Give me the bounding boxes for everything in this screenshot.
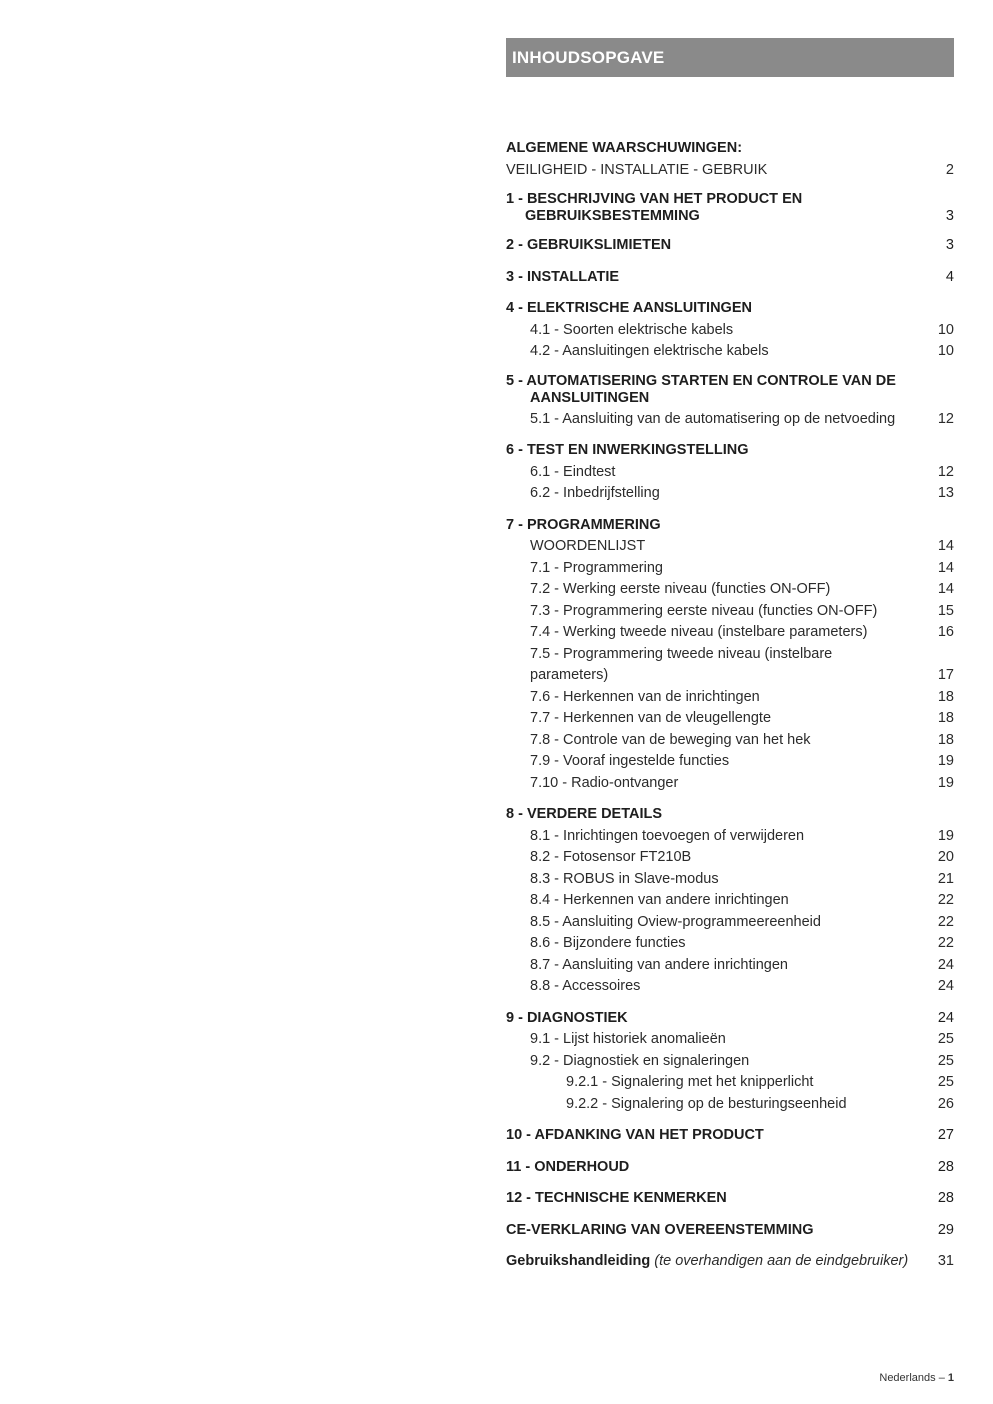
toc-heading[interactable]: Gebruikshandleiding (te overhandigen aan de eindgebruiker) 31 [506,1251,954,1273]
toc-entry[interactable]: WOORDENLIJST 14 [530,538,954,554]
toc-entry[interactable]: 7.9 - Vooraf ingestelde functies 19 [530,753,954,769]
toc-subentry[interactable]: 9.2.2 - Signalering op de besturingseenheid 26 [566,1095,954,1112]
toc-heading[interactable]: 4 - ELEKTRISCHE AANSLUITINGEN [506,300,752,316]
toc-section-6 [506,440,954,505]
toc-entry[interactable]: 8.5 - Aansluiting Oview-programmeereenheid 22 [530,913,954,930]
toc-heading[interactable]: 6 - TEST EN INWERKINGSTELLING [506,442,749,458]
toc-page-number: 3 [945,237,954,253]
toc-entry[interactable]: 8.6 - Bijzondere functies 22 [530,935,954,951]
toc-heading[interactable]: 12 - TECHNISCHE KENMERKEN 28 [506,1188,954,1210]
toc-section-ce [506,1220,954,1242]
toc-section-5 [506,373,954,431]
toc-entry[interactable]: 8.4 - Herkennen van andere inrichtingen 22 [530,892,954,908]
toc-entry[interactable]: 6.1 - Eindtest 12 [530,463,954,480]
toc-entry[interactable]: 5.1 - Aansluiting van de automatisering op de netvoeding 12 [530,410,954,427]
toc-entry[interactable]: 7.2 - Werking eerste niveau (functies ON-OFF) 14 [530,581,954,597]
toc-page-number: 4 [945,268,954,285]
toc-entry[interactable]: 9.2 - Diagnostiek en signaleringen 25 [530,1052,954,1069]
toc-heading[interactable]: 2 - GEBRUIKSLIMIETEN 3 [506,235,954,257]
toc-heading[interactable]: 1 - BESCHRIJVING VAN HET PRODUCT EN GEBRUIKSBESTEMMING 3 [506,191,954,224]
toc-section-7 [506,515,954,795]
toc-section-2 [506,235,954,257]
footer-page-number: 1 [947,1372,954,1384]
toc-page-number: 2 [945,161,954,178]
page-title: INHOUDSOPGAVE [512,47,665,67]
footer-language: Nederlands – [879,1372,945,1384]
toc-entry[interactable]: 8.8 - Accessoires 24 [530,978,954,994]
toc-entry[interactable]: 6.2 - Inbedrijfstelling 13 [530,485,954,501]
toc-entry[interactable]: 7.5 - Programmering tweede niveau (instelbare parameters) 17 [530,645,954,683]
toc-page-number: 28 [937,1158,954,1175]
toc-section-9 [506,1008,954,1116]
toc-entry[interactable]: 7.3 - Programmering eerste niveau (functies ON-OFF) 15 [530,602,954,619]
toc-entry[interactable]: 9.1 - Lijst historiek anomalieën 25 [530,1031,954,1047]
header-bar [506,38,954,77]
toc-entry[interactable]: 7.8 - Controle van de beweging van het hek 18 [530,731,954,748]
toc-section-10 [506,1125,954,1147]
toc-entry[interactable]: 7.1 - Programmering 14 [530,559,954,576]
toc-entry[interactable] [506,160,954,182]
toc-heading[interactable]: 10 - AFDANKING VAN HET PRODUCT 27 [506,1125,954,1147]
page-footer [879,1372,954,1384]
toc-entry[interactable]: 8.1 - Inrichtingen toevoegen of verwijderen 19 [530,827,954,844]
toc-subentry[interactable]: 9.2.1 - Signalering met het knipperlicht 25 [566,1074,954,1090]
toc-heading[interactable]: 8 - VERDERE DETAILS [506,806,663,822]
toc-heading[interactable]: 11 - ONDERHOUD 28 [506,1157,954,1179]
toc-entry-label: VEILIGHEID - INSTALLATIE - GEBRUIK [506,161,768,178]
toc-section-1 [506,191,954,225]
toc-entry[interactable]: 8.7 - Aansluiting van andere inrichtingen 24 [530,956,954,973]
toc-entry[interactable]: 7.6 - Herkennen van de inrichtingen 18 [530,688,954,705]
toc-page-number: 27 [937,1127,954,1143]
toc-entry[interactable]: 4.2 - Aansluitingen elektrische kabels 10 [530,343,954,359]
toc-heading[interactable]: CE-VERKLARING VAN OVEREENSTEMMING 29 [506,1220,954,1242]
toc-heading[interactable]: 3 - INSTALLATIE 4 [506,267,954,289]
toc-page-number: 24 [937,1009,954,1026]
toc-page-number: 31 [937,1253,954,1269]
toc-page-number: 3 [945,208,954,224]
table-of-contents [506,138,954,1283]
toc-entry[interactable]: 4.1 - Soorten elektrische kabels 10 [530,321,954,338]
toc-entry[interactable]: 7.4 - Werking tweede niveau (instelbare parameters) 16 [530,624,954,640]
toc-heading: ALGEMENE WAARSCHUWINGEN: [506,140,743,156]
toc-section-12 [506,1188,954,1210]
toc-page-number: 28 [937,1190,954,1206]
toc-section-3 [506,267,954,289]
toc-heading[interactable]: 9 - DIAGNOSTIEK 24 [506,1008,954,1030]
toc-page-number: 29 [937,1221,954,1238]
toc-heading[interactable]: 7 - PROGRAMMERING [506,516,661,533]
toc-section-11 [506,1157,954,1179]
toc-section-general [506,138,954,181]
toc-section-8 [506,804,954,998]
toc-entry[interactable]: 8.3 - ROBUS in Slave-modus 21 [530,870,954,887]
toc-section-manual [506,1251,954,1273]
toc-heading[interactable]: 5 - AUTOMATISERING STARTEN EN CONTROLE VAN DE AANSLUITINGEN [506,372,896,406]
toc-entry[interactable]: 7.10 - Radio-ontvanger 19 [530,774,954,791]
toc-entry[interactable]: 8.2 - Fotosensor FT210B 20 [530,849,954,865]
toc-entry[interactable]: 7.7 - Herkennen van de vleugellengte 18 [530,710,954,726]
toc-section-4 [506,298,954,363]
